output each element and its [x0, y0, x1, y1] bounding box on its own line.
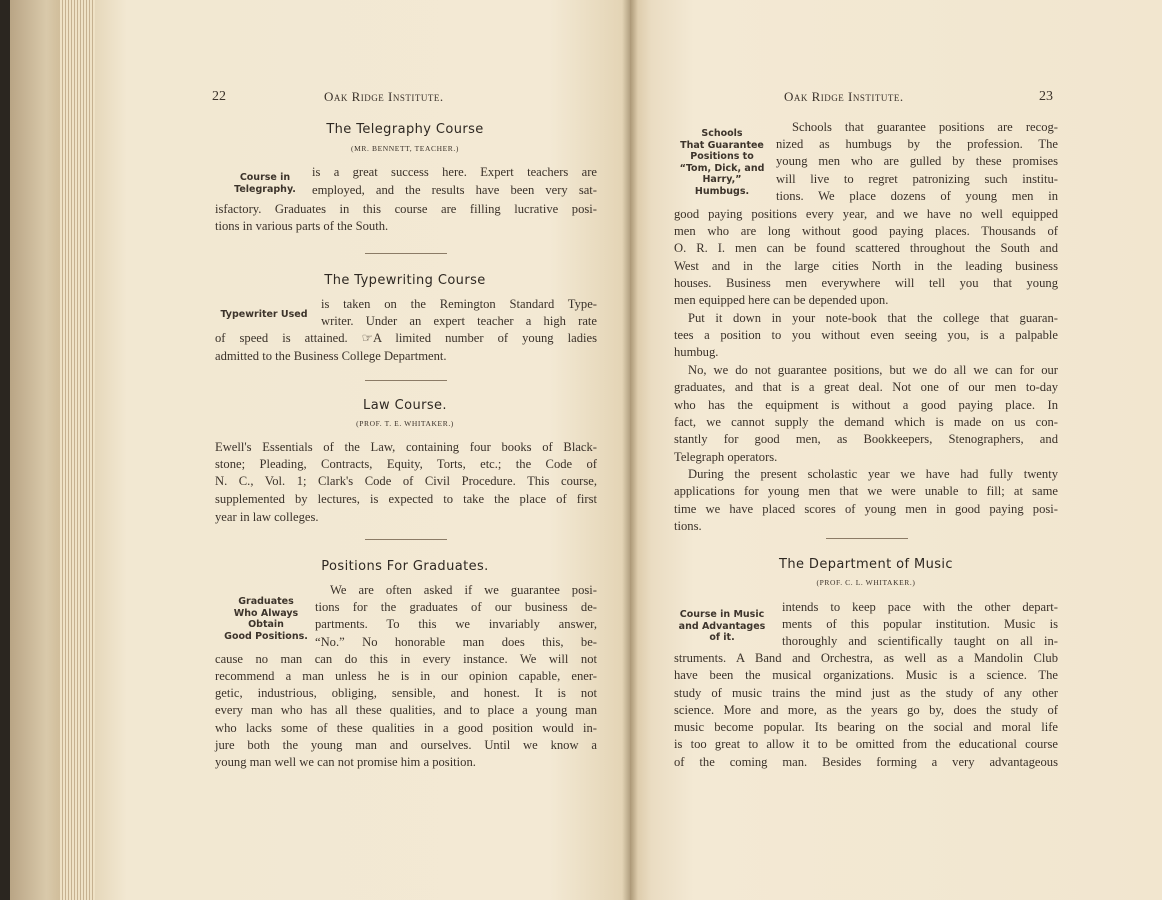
paragraph-line: graduates, and that is a great deal. Not one of our men to-day	[674, 380, 1058, 394]
telegraphy-title: The Telegraphy Course	[326, 122, 484, 137]
paragraph-line: music become popular. Its bearing on the social and moral life	[674, 720, 1058, 734]
paragraph-line: thoroughly and scientifically taught on all in-	[782, 634, 1058, 648]
typewriting-title: The Typewriting Course	[324, 273, 486, 288]
paragraph-line: employed, and the results have been very sat-	[312, 183, 597, 197]
left-page	[95, 0, 630, 900]
paragraph-line: Ewell's Essentials of the Law, containing four books of Black-	[215, 440, 597, 454]
paragraph-line: tees a position to you without even seeing you, is a palpable	[674, 328, 1058, 342]
paragraph-line: jure both the young man and ourselves. Until we know a	[215, 738, 597, 752]
paragraph-line: science. More and more, as the years go by, does the study of	[674, 703, 1058, 717]
paragraph-line: year in law colleges.	[215, 510, 319, 524]
running-header: Oak Ridge Institute.	[784, 89, 904, 104]
telegraphy-teacher: (MR. BENNETT, TEACHER.)	[351, 144, 459, 153]
paragraph-line: is taken on the Remington Standard Type-	[321, 297, 597, 311]
paragraph-line: men who are long without good paying places. Thousands of	[674, 224, 1058, 238]
paragraph-line: houses. Business men everywhere will tell you that young	[674, 276, 1058, 290]
paragraph-line: Schools that guarantee positions are recog-	[792, 120, 1058, 134]
paragraph-line: During the present scholastic year we have had fully twenty	[688, 467, 1058, 481]
paragraph-line: supplemented by lectures, is expected to take the place of first	[215, 492, 597, 506]
section-divider	[365, 253, 447, 254]
paragraph-line: West and in the large cities North in the leading business	[674, 259, 1058, 273]
paragraph-line: applications for young men that we were unable to fill; at same	[674, 484, 1058, 498]
right-page	[630, 0, 1162, 900]
paragraph-line: ments of this popular institution. Music is	[782, 617, 1058, 631]
paragraph-line: is a great success here. Expert teachers are	[312, 165, 597, 179]
paragraph-line: getic, industrious, obliging, sensible, and honest. It is not	[215, 686, 597, 700]
paragraph-line: stantly for good men, as Bookkeepers, Stenographers, and	[674, 432, 1058, 446]
paragraph-line: men equipped here can be depended upon.	[674, 293, 889, 307]
paragraph-line: tions for the graduates of our business de-	[315, 600, 597, 614]
typewriting-side-note: Typewriter Used	[220, 309, 308, 320]
section-divider	[365, 539, 447, 540]
paragraph-line: intends to keep pace with the other depart-	[782, 600, 1058, 614]
paragraph-line: writer. Under an expert teacher a high rate	[321, 314, 597, 328]
paragraph-line: of speed is attained. ☞A limited number of young ladies	[215, 331, 597, 345]
paragraph-line: recommend a man unless he is in our opinion capable, ener-	[215, 669, 597, 683]
paragraph-line: “No.” No honorable man does this, be-	[315, 635, 597, 649]
paragraph-line: every man who has all these qualities, and to place a young man	[215, 703, 597, 717]
paragraph-line: will live to regret patronizing such institu-	[776, 172, 1058, 186]
paragraph-line: isfactory. Graduates in this course are filling lucrative posi-	[215, 202, 597, 216]
page-stack	[60, 0, 98, 900]
paragraph-line: tions.	[674, 519, 702, 533]
paragraph-line: tions in various parts of the South.	[215, 219, 389, 233]
paragraph-line: We are often asked if we guarantee posi-	[330, 583, 597, 597]
paragraph-line: humbug.	[674, 345, 719, 359]
paragraph-line: who has the equipment is without a good paying place. In	[674, 398, 1058, 412]
paragraph-line: Put it down in your note-book that the college that guaran-	[688, 311, 1058, 325]
paragraph-line: cause no man can do this in every instance. We will not	[215, 652, 597, 666]
paragraph-line: partments. To this we invariably answer,	[315, 617, 597, 631]
paragraph-line: good paying positions every year, and we have no well equipped	[674, 207, 1058, 221]
running-header: Oak Ridge Institute.	[324, 89, 444, 104]
page-number: 22	[212, 89, 226, 104]
paragraph-line: N. C., Vol. 1; Clark's Code of Civil Procedure. This course,	[215, 474, 597, 488]
section-divider	[826, 538, 908, 539]
paragraph-line: is too great to allow it to be omitted from the educational course	[674, 737, 1058, 751]
law-title: Law Course.	[363, 398, 447, 413]
paragraph-line: O. R. I. men can be found scattered throughout the South and	[674, 241, 1058, 255]
book-gutter	[622, 0, 638, 900]
paragraph-line: stone; Pleading, Contracts, Equity, Torts, etc.; the Code of	[215, 457, 597, 471]
schools-side-note: Schools That Guarantee Positions to “Tom, Dick, and Harry,” Humbugs.	[679, 128, 765, 197]
telegraphy-side-note: Course in Telegraphy.	[234, 172, 296, 195]
music-title: The Department of Music	[779, 557, 953, 572]
page-number: 23	[1039, 89, 1053, 104]
paragraph-line: No, we do not guarantee positions, but we do all we can for our	[688, 363, 1058, 377]
paragraph-line: time we have placed scores of young men in good paying posi-	[674, 502, 1058, 516]
paragraph-line: struments. A Band and Orchestra, as well as a Mandolin Club	[674, 651, 1058, 665]
paragraph-line: admitted to the Business College Department.	[215, 349, 447, 363]
positions-side-note: Graduates Who Always Obtain Good Positions.	[224, 596, 308, 642]
music-teacher: (PROF. C. L. WHITAKER.)	[816, 578, 916, 587]
paragraph-line: Telegraph operators.	[674, 450, 778, 464]
positions-title: Positions For Graduates.	[321, 559, 489, 574]
paragraph-line: fact, we cannot supply the demand which is made on us con-	[674, 415, 1058, 429]
paragraph-line: young men who are gulled by these promises	[776, 154, 1058, 168]
paragraph-line: who lacks some of these qualities in a good position would in-	[215, 721, 597, 735]
paragraph-line: young man well we can not promise him a position.	[215, 755, 476, 769]
paragraph-line: study of music trains the mind just as the study of any other	[674, 686, 1058, 700]
paragraph-line: tions. We place dozens of young men in	[776, 189, 1058, 203]
law-teacher: (PROF. T. E. WHITAKER.)	[356, 419, 454, 428]
section-divider	[365, 380, 447, 381]
paragraph-line: of the coming man. Besides forming a very advantageous	[674, 755, 1058, 769]
music-side-note: Course in Music and Advantages of it.	[678, 609, 766, 643]
paragraph-line: have been the musical organizations. Music is a science. The	[674, 668, 1058, 682]
paragraph-line: nized as humbugs by the profession. The	[776, 137, 1058, 151]
